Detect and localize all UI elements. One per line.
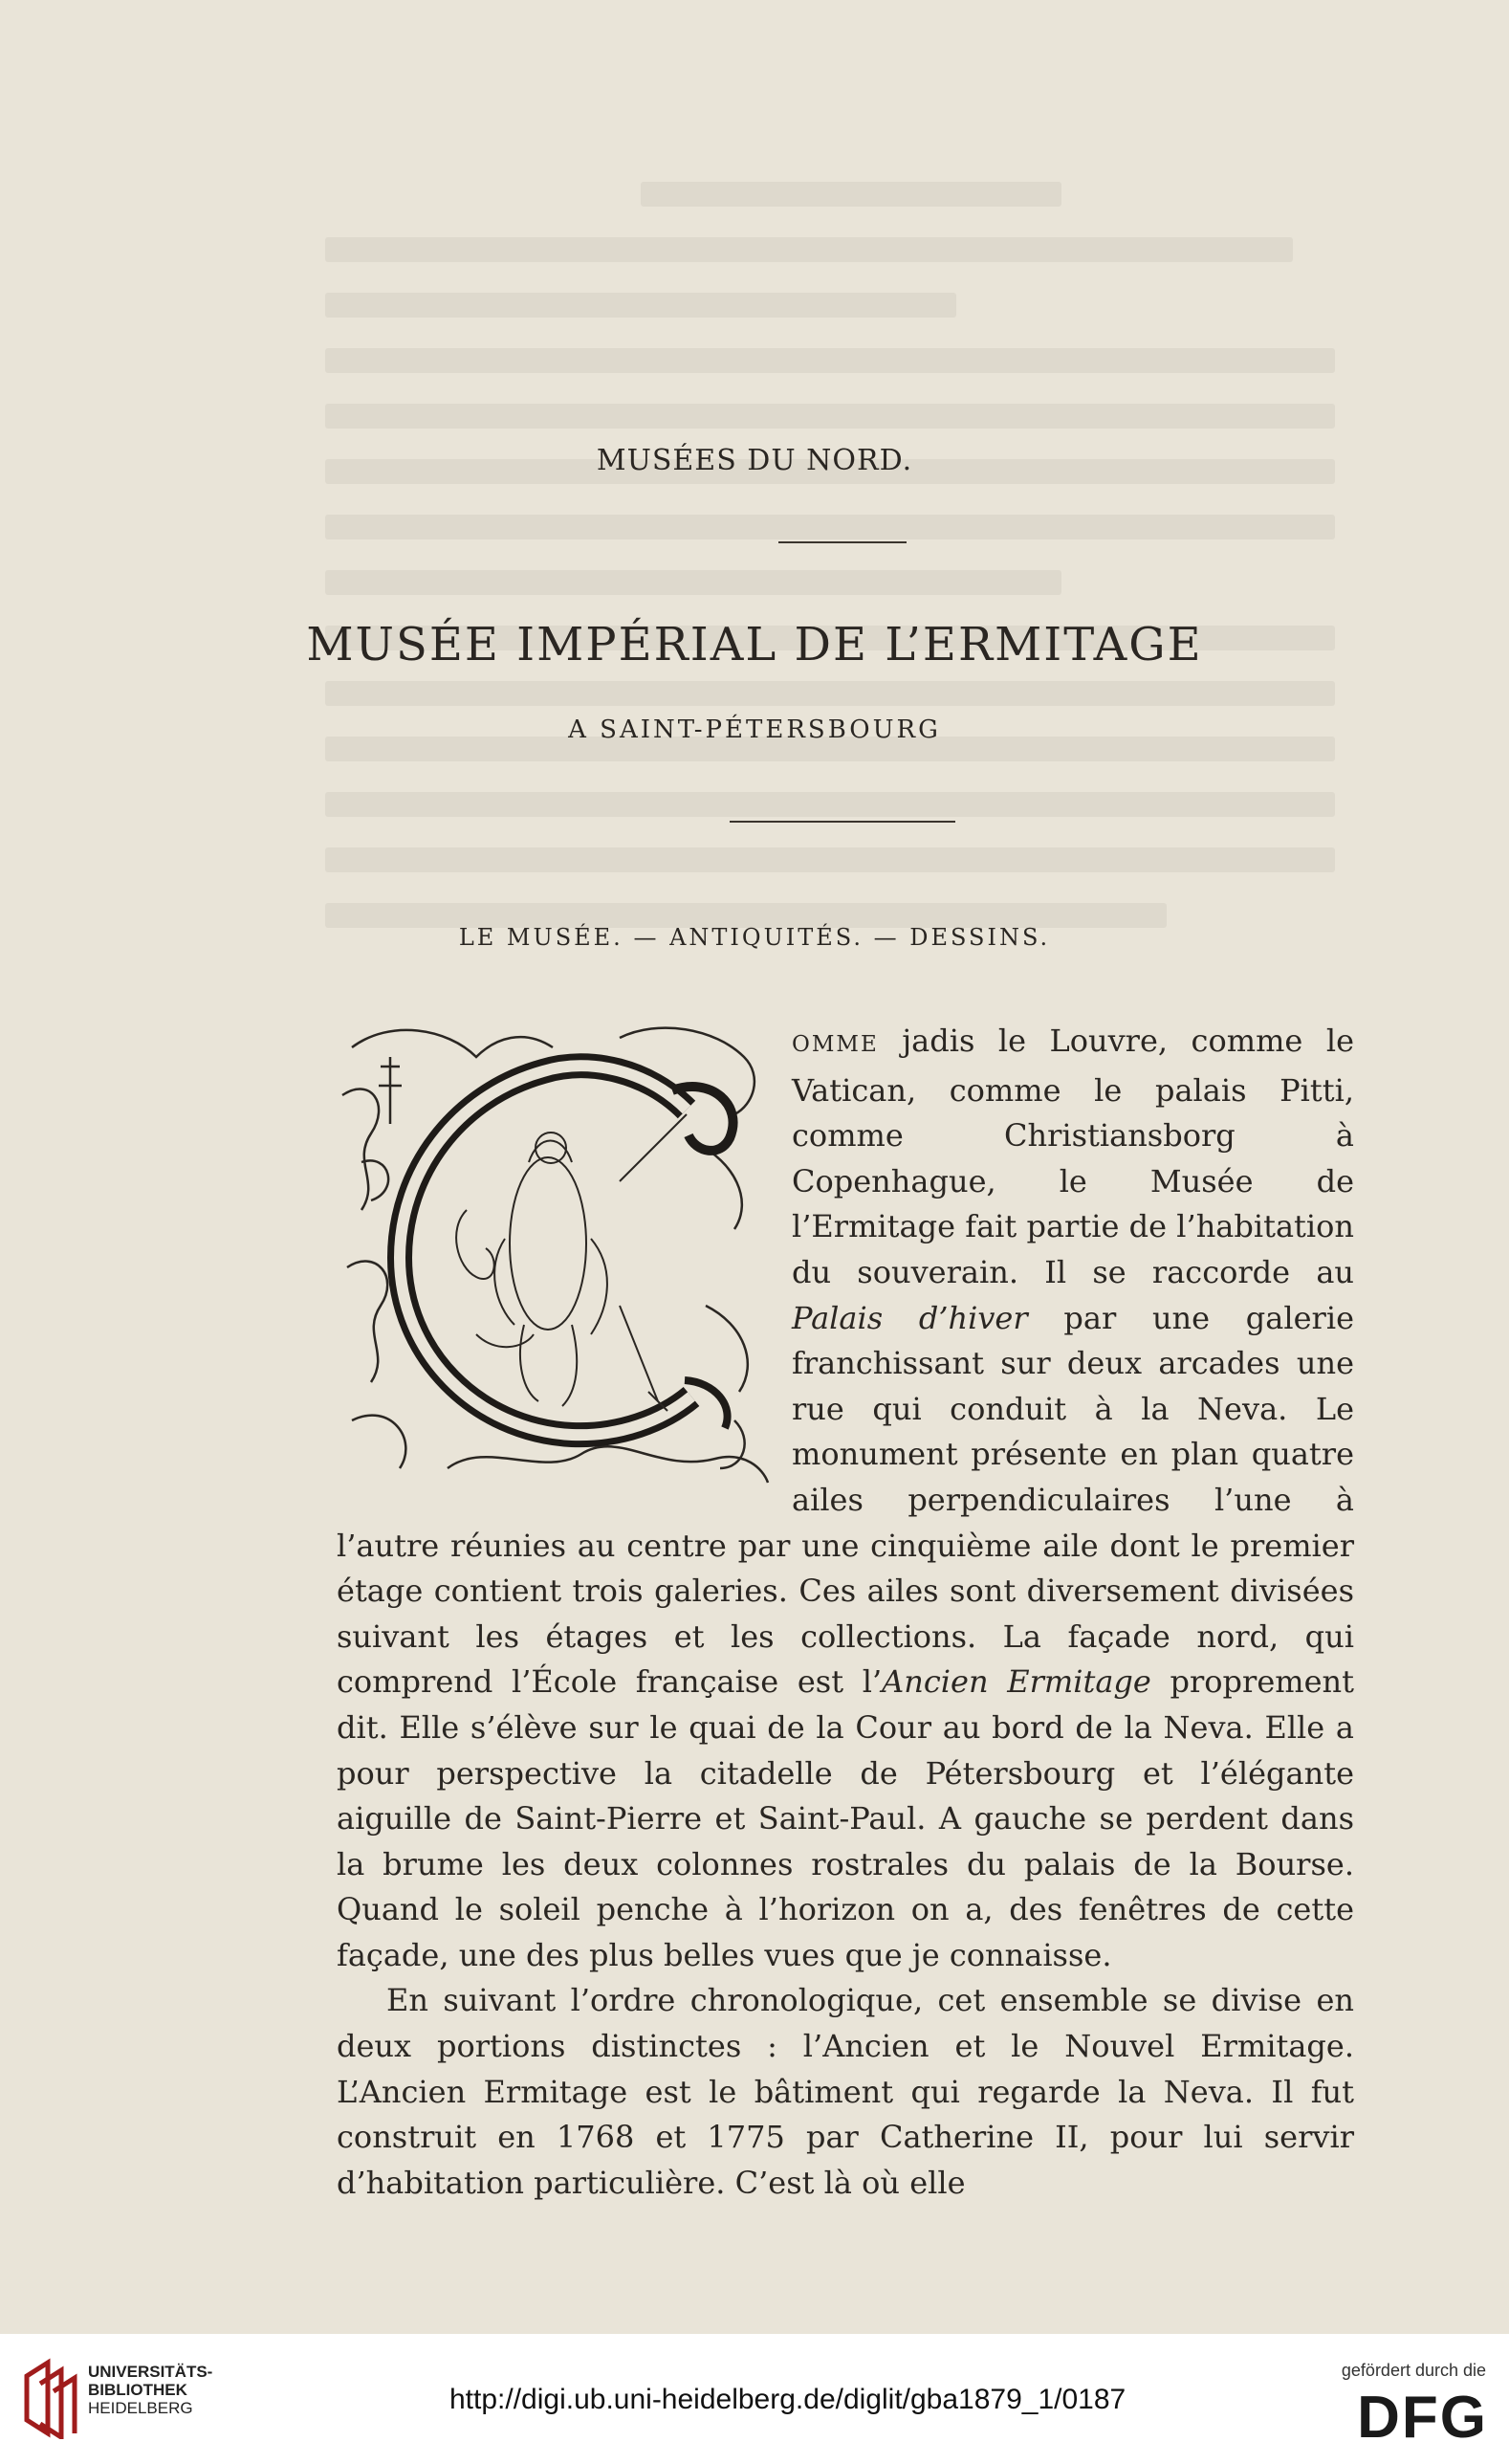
section-heading: LE MUSÉE. — ANTIQUITÉS. — DESSINS.	[458, 924, 1051, 951]
ornament-c-icon	[333, 1019, 771, 1489]
dfg-logo: DFG	[1357, 2385, 1488, 2451]
library-line-3: HEIDELBERG	[88, 2399, 193, 2417]
paragraph-1-text-a: jadis le Louvre, comme le Vatican, comme le palais Pitti, comme Christiansborg à Copenhague, le Musée de l’Ermitage fait partie de l’habitation du souverain. Il se raccorde au	[792, 1023, 1354, 1290]
funding-label: gefördert durch die	[1341, 2361, 1486, 2380]
paragraph-1-text-b: par une galerie franchissant sur deux arcades une rue qui conduit à la Neva. Le monument présente en plan quatre ailes perpendiculaires l’une à l’autre réunies au centre par une cinquième aile dont le premier étage contient trois galeries. Ces ailes sont diversement divisées suivant les étages et les collections. La façade nord, qui comprend l’École française est l’	[337, 1299, 1355, 1701]
library-line-2: BIBLIOTHEK	[88, 2381, 187, 2399]
opening-smallcaps: OMME	[792, 1032, 879, 1057]
library-line-1: UNIVERSITÄTS-	[88, 2363, 213, 2381]
university-library-logo-icon	[19, 2357, 86, 2439]
divider	[778, 541, 907, 543]
divider	[730, 821, 955, 823]
source-url-link[interactable]: http://digi.ub.uni-heidelberg.de/diglit/gba1879_1/0187	[449, 2384, 1126, 2415]
paragraph-2: En suivant l’ordre chronologique, cet ensemble se divise en deux portions distinctes : l’Ancien et le Nouvel Ermitage. L’Ancien Ermitage est le bâtiment qui regarde la Neva. Il fut construit en 1768 et 1775 par Catherine II, pour lui servir d’habitation particulière. C’est là où elle	[337, 1982, 1354, 2201]
bleed-through-text	[325, 182, 1377, 966]
paragraph-1-text-c: proprement dit. Elle s’élève sur le quai de la Cour au bord de la Neva. Elle a pour perspective la citadelle de Pétersbourg et l’élégante aiguille de Saint-Pierre et Saint-Paul. A gauche se perdent dans la brume les deux colonnes rostrales du palais de la Bourse. Quand le soleil penche à l’horizon on a, des fenêtres de cette façade, une des plus belles vues que je connaisse.	[337, 1663, 1355, 1973]
article-subtitle: A SAINT-PÉTERSBOURG	[568, 715, 941, 744]
running-head: MUSÉES DU NORD.	[596, 444, 913, 477]
ornamental-initial-c	[333, 1019, 771, 1489]
library-name	[88, 2363, 212, 2417]
article-body	[337, 1019, 1354, 2206]
footer-bar	[0, 2334, 1509, 2464]
article-title: MUSÉE IMPÉRIAL DE L’ERMITAGE	[306, 618, 1203, 671]
paragraph-1-italic-a: Palais d’hiver	[792, 1299, 1028, 1336]
paragraph-1-italic-b: Ancien Ermitage	[882, 1663, 1151, 1701]
